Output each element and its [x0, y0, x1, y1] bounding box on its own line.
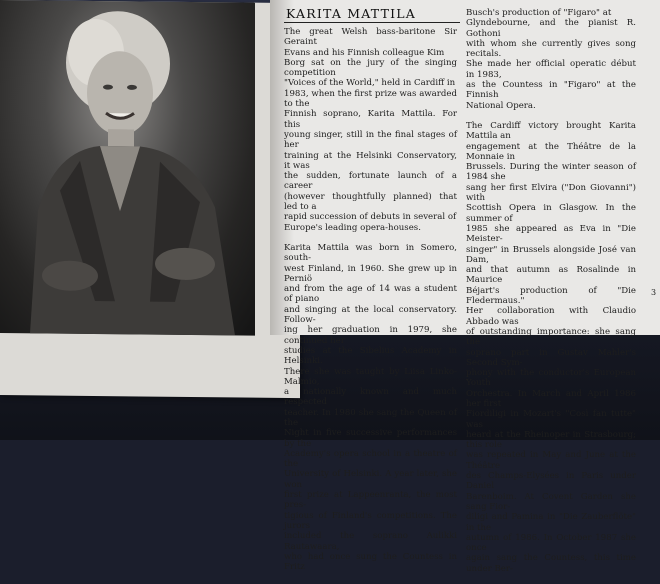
article-title: KARITA MATTILA	[286, 6, 416, 21]
portrait-figure	[0, 0, 255, 336]
paragraph: Karita Mattila was born in Somero, south- west Finland, in 1960. She grew up in Perniö and from the age of 14 was a student of piano and singing at the local conservatory. Follow- ing her graduation in 1979, she continued her studies at the Sibelius Academy in Helsinki. There she was taught by Liisa Linko-Malmio, a nationally known and much respected teacher. In 1980 she sang the Queen of the Night in five successive performances by the Academy's opera school in a theatre of the University of Helsinki. A year later, she won first prize at Lappeenranta, the most pres- tigious of Finland's competitions. The jurors included the soprano Aulikki Rautawaara, who had once sung the Countess in Fritz	[284, 242, 457, 573]
page-number: 3	[651, 288, 657, 297]
paragraph: Busch's production of "Figaro" at Glyndebourne, and the pianist R. Gothoni with whom she currently gives song recitals. She made her official operatic début in 1983, as the Countess in "Figaro" at the Finnish National Opera.	[466, 8, 636, 111]
left-page	[0, 0, 300, 398]
portrait-photo	[0, 0, 255, 336]
paragraph: The Cardiff victory brought Karita Mattila an engagement at the Théâtre de la Monnaie in Brussels. During the winter season of 1984 she sang her first Elvira ("Don Giovanni") with Scottish Opera in Glasgow. In the summer of 1985 she appeared as Eva in "Die Meister- singer" in Brussels alongside José van Dam, and that autumn as Rosalinde in Maurice Béjart's production of "Die Fledermaus." Her collaboration with Claudio Abbado was of outstanding importance: she sang the soprano part in Gustav Mahler's Second Sym- phony with the conductor's European Youth Orchestra. In March and April 1986 her first Fiordiligi in Mozart's "Così fan tutte" was heard at the Rheinoper in Strasbourg; this role was repeated in May and June at the Théâtre des Champs-Elysées in Paris under Daniel Barenboim. At Covent Garden she sang Fior- diligi and Pamina in "Die Zauberflöte" in the autumn of 1986. In October 1987 she once again sang the Countess, this time under Ber-	[466, 120, 636, 574]
title-rule	[284, 22, 460, 23]
text-column-left	[284, 27, 457, 582]
paragraph: The great Welsh bass-baritone Sir Geraint Evans and his Finnish colleague Kim Borg sat on the jury of the singing competition "Voices of the World," held in Cardiff in 1983, when the first prize was awarded to the Finnish soprano, Karita Mattila. For this young singer, still in the final stages of her training at the Helsinki Conservatory, it was the sudden, fortunate launch of a career (however thoughtfully planned) that led to a rapid succession of debuts in several of Europe's leading opera-houses.	[284, 27, 457, 233]
text-column-right	[466, 8, 636, 584]
